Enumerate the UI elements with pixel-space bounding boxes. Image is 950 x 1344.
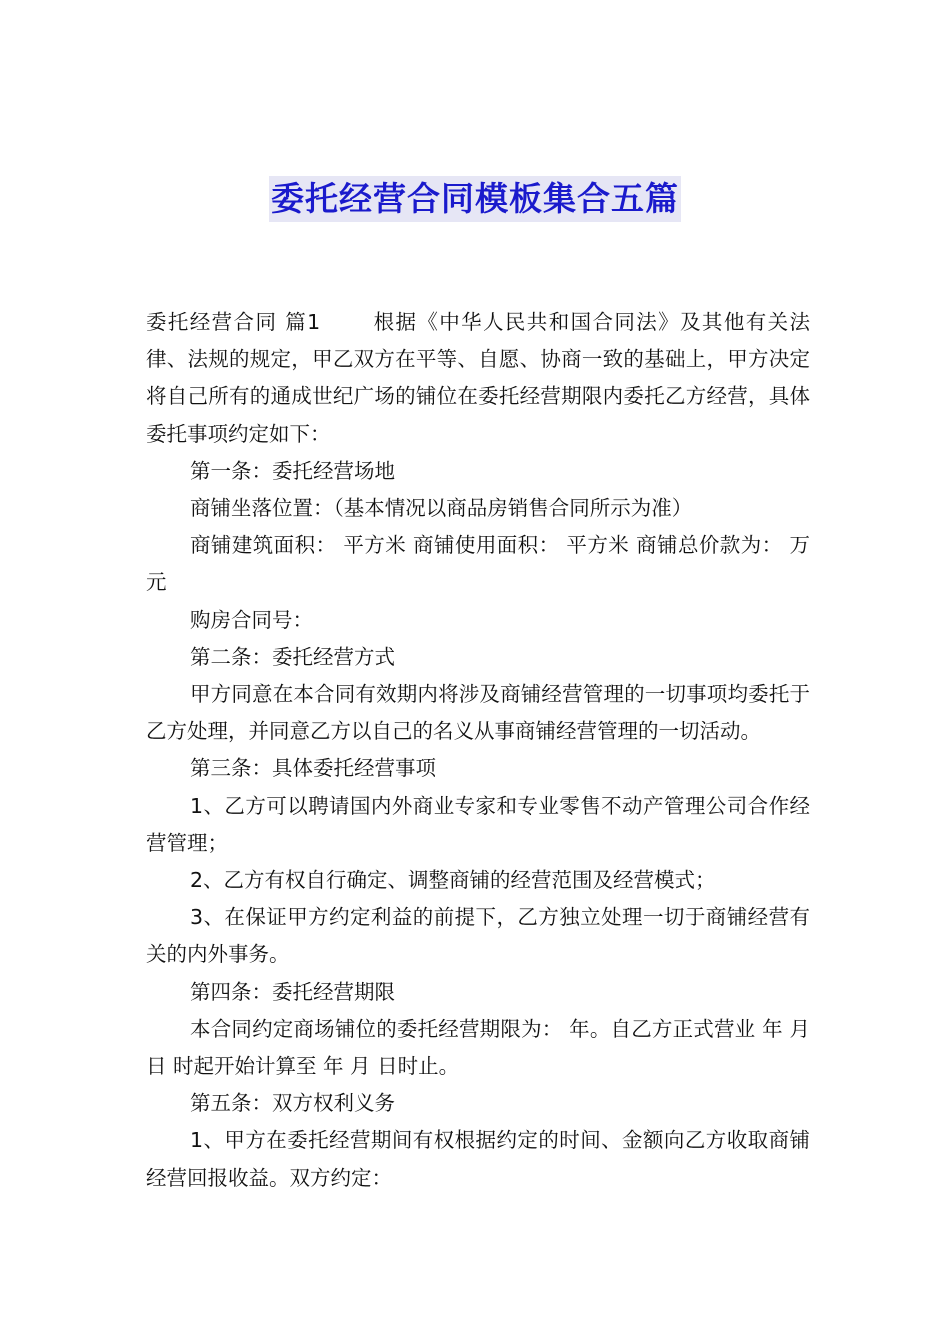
paragraph-term: 本合同约定商场铺位的委托经营期限为： 年。自乙方正式营业 年 月 日 时起开始计算至 年 月 日时止。 [146,1016,810,1079]
document-title: 委托经营合同模板集合五篇 [269,176,681,222]
paragraph-item-1: 1、乙方可以聘请国内外商业专家和专业零售不动产管理公司合作经营管理； [146,793,810,855]
paragraph-article-5: 第五条：双方权利义务 [190,1091,395,1116]
paragraph-location: 商铺坐落位置：（基本情况以商品房销售合同所示为准） [190,496,693,521]
title-container [0,176,950,222]
intro-label: 委托经营合同 篇1 [146,310,321,334]
paragraph-article-2: 第二条：委托经营方式 [190,644,395,669]
paragraph-article-1: 第一条：委托经营场地 [190,458,395,483]
intro-paragraph [146,304,810,453]
paragraph-area: 商铺建筑面积： 平方米 商铺使用面积： 平方米 商铺总价款为： 万元 [146,533,810,595]
paragraph-rights-1: 1、甲方在委托经营期间有权根据约定的时间、金额向乙方收取商铺经营回报收益。双方约定： [146,1128,810,1190]
intro-text: 根据《中华人民共和国合同法》及其他有关法律、法规的规定，甲乙双方在平等、自愿、协商一致的基础上，甲方决定将自己所有的通成世纪广场的铺位在委托经营期限内委托乙方经营，具体委托事项约定如下： [146,310,810,446]
paragraph-entrust-method: 甲方同意在本合同有效期内将涉及商铺经营管理的一切事项均委托于乙方处理，并同意乙方以自己的名义从事商铺经营管理的一切活动。 [146,682,810,744]
paragraph-article-4: 第四条：委托经营期限 [190,979,395,1004]
paragraph-article-3: 第三条：具体委托经营事项 [190,756,436,781]
paragraph-item-3: 3、在保证甲方约定利益的前提下，乙方独立处理一切于商铺经营有关的内外事务。 [146,905,810,967]
paragraph-item-2: 2、乙方有权自行确定、调整商铺的经营范围及经营模式； [190,868,716,893]
document-body [146,304,810,1197]
paragraph-contract-no: 购房合同号： [190,607,313,632]
